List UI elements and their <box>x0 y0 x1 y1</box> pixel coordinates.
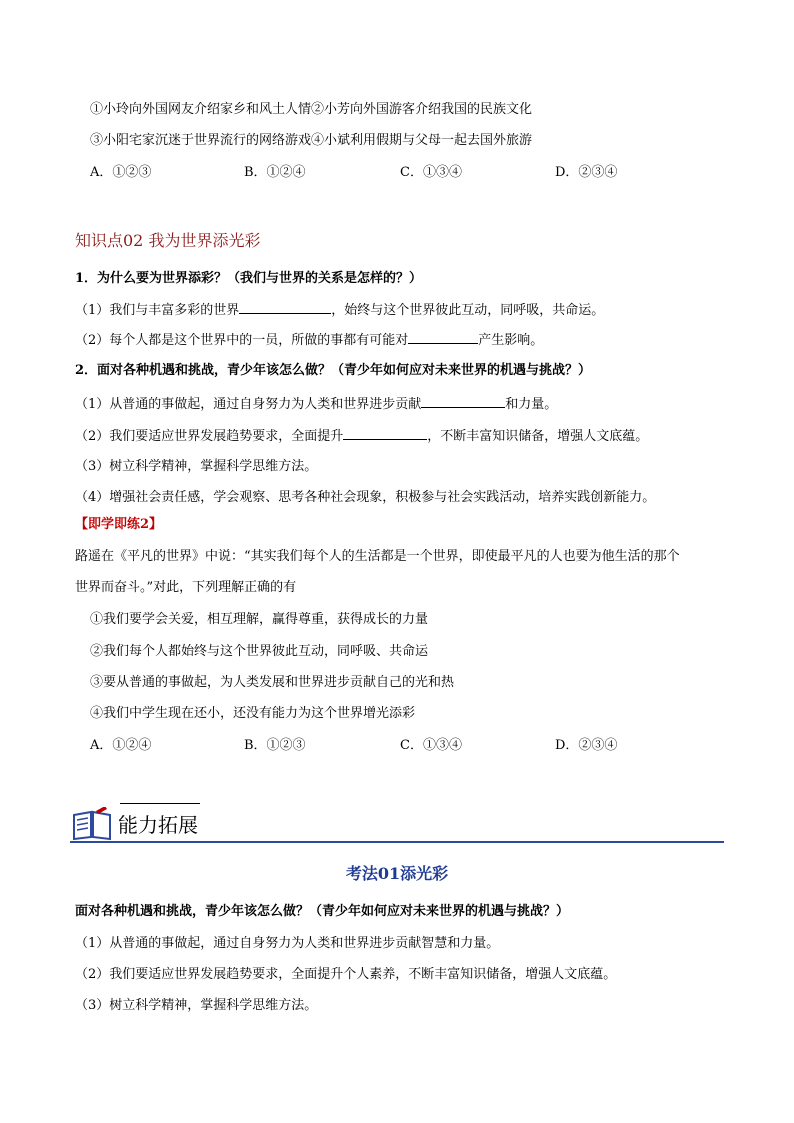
fill-blank[interactable] <box>239 300 331 314</box>
practice-statement-3: ③要从普通的事做起，为人类发展和世界进步贡献自己的光和热 <box>90 675 455 690</box>
q1-point-1-text-a: （1）我们与丰富多彩的世界 <box>75 303 240 318</box>
header-accent-rule <box>120 803 200 804</box>
option-a[interactable]: A．①②④ <box>90 738 152 753</box>
fill-blank[interactable] <box>421 394 505 408</box>
q1-point-2 <box>75 330 543 350</box>
option-c[interactable]: C．①③④ <box>400 738 462 753</box>
q1-point-2-text-b: 产生影响。 <box>478 333 544 348</box>
ability-answer-2: （2）我们要适应世界发展趋势要求，全面提升个人素养，不断丰富知识储备，增强人文底蕴。 <box>75 967 617 982</box>
q1-point-1 <box>75 300 604 320</box>
option-a[interactable]: A．①②③ <box>90 165 152 180</box>
option-c[interactable]: C．①③④ <box>400 165 462 180</box>
practice-statement-4: ④我们中学生现在还小，还没有能力为这个世界增光添彩 <box>90 706 416 721</box>
q2-point-2 <box>75 426 648 446</box>
practice-statement-1: ①我们要学会关爱，相互理解，赢得尊重，获得成长的力量 <box>90 612 429 627</box>
q2-point-1 <box>75 394 557 414</box>
ability-answer-1: （1）从普通的事做起，通过自身努力为人类和世界进步贡献智慧和力量。 <box>75 936 500 951</box>
fill-blank[interactable] <box>408 330 478 344</box>
practice-stem-line-2: 世界而奋斗。”对此，下列理解正确的有 <box>75 580 297 595</box>
ability-question: 面对各种机遇和挑战，青少年该怎么做？（青少年如何应对未来世界的机遇与挑战？） <box>75 904 570 919</box>
fill-blank[interactable] <box>343 426 427 440</box>
q2-point-4: （4）增强社会责任感，学会观察、思考各种社会现象，积极参与社会实践活动，培养实践创新能力。 <box>75 490 656 505</box>
question-1-heading: 1．为什么要为世界添彩？（我们与世界的关系是怎样的？） <box>75 271 423 286</box>
statement-1-2: ①小玲向外国网友介绍家乡和风土人情②小芳向外国游客介绍我国的民族文化 <box>90 102 533 117</box>
option-d[interactable]: D．②③④ <box>555 165 618 180</box>
practice-statement-2: ②我们每个人都始终与这个世界彼此互动，同呼吸、共命运 <box>90 644 429 659</box>
q2-point-2-text-a: （2）我们要适应世界发展趋势要求，全面提升 <box>75 429 344 444</box>
ability-answer-3: （3）树立科学精神，掌握科学思维方法。 <box>75 998 318 1013</box>
option-d[interactable]: D．②③④ <box>555 738 618 753</box>
practice-stem-line-1: 路遥在《平凡的世界》中说：“其实我们每个人的生活都是一个世界，即使最平凡的人也要为他生活的那个 <box>75 549 680 564</box>
option-b[interactable]: B．①②③ <box>244 738 306 753</box>
q2-point-1-text-b: 和力量。 <box>505 397 558 412</box>
q1-point-1-text-b: ，始终与这个世界彼此互动，同呼吸，共命运。 <box>331 303 605 318</box>
section-divider <box>70 841 724 843</box>
knowledge-point-title: 知识点02 我为世界添光彩 <box>75 231 261 250</box>
question-2-heading: 2．面对各种机遇和挑战，青少年该怎么做？（青少年如何应对未来世界的机遇与挑战？） <box>75 363 592 378</box>
q1-point-2-text-a: （2）每个人都是这个世界中的一员，所做的事都有可能对 <box>75 333 409 348</box>
practice-label: 【即学即练2】 <box>75 517 163 532</box>
q2-point-3: （3）树立科学精神，掌握科学思维方法。 <box>75 459 318 474</box>
option-b[interactable]: B．①②④ <box>244 165 306 180</box>
q2-point-2-text-b: ，不断丰富知识储备，增强人文底蕴。 <box>427 429 649 444</box>
section-title: 能力拓展 <box>118 813 198 837</box>
q2-point-1-text-a: （1）从普通的事做起，通过自身努力为人类和世界进步贡献 <box>75 397 422 412</box>
statement-3-4: ③小阳宅家沉迷于世界流行的网络游戏④小斌利用假期与父母一起去国外旅游 <box>90 133 533 148</box>
open-book-icon <box>72 807 112 841</box>
method-title: 考法01添光彩 <box>345 864 449 883</box>
